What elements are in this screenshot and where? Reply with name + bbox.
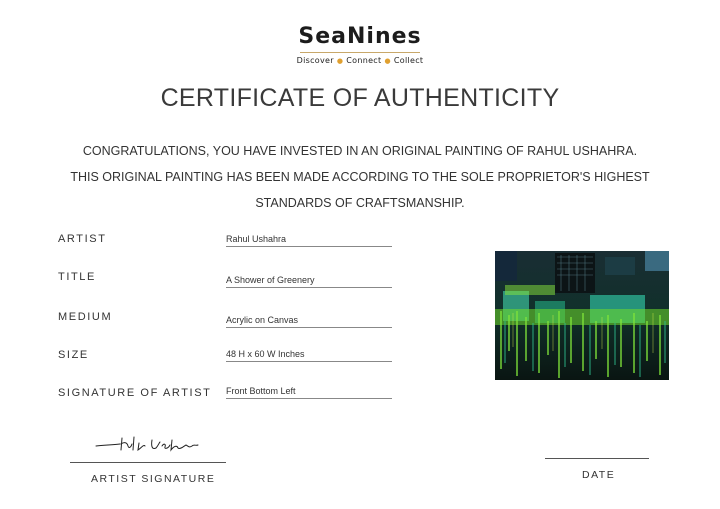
logo-underline (300, 52, 420, 53)
message-line-1: CONGRATULATIONS, YOU HAVE INVESTED IN AN ORIGINAL PAINTING OF RAHUL USHAHRA. (82, 144, 638, 158)
message-line-2: THIS ORIGINAL PAINTING HAS BEEN MADE ACCORDING TO THE SOLE PROPRIETOR'S HIGHEST (70, 170, 650, 184)
handwritten-signature (94, 434, 204, 456)
field-label-artist: ARTIST (58, 233, 107, 245)
date-line (545, 458, 649, 459)
artist-signature-image (94, 434, 204, 456)
field-value-medium: Acrylic on Canvas (226, 315, 392, 328)
field-label-size: SIZE (58, 349, 89, 361)
brand-logo (0, 24, 720, 49)
logo-text: SeaNines (298, 24, 422, 49)
field-label-signature: SIGNATURE OF ARTIST (58, 387, 212, 399)
field-value-artist: Rahul Ushahra (226, 234, 392, 247)
artist-signature-line (70, 462, 226, 463)
painting-artwork (495, 251, 669, 380)
tagline-dot-icon: ● (336, 57, 344, 65)
tagline-dot-icon: ● (384, 57, 391, 65)
date-label: DATE (582, 469, 616, 481)
message-line-3: STANDARDS OF CRAFTSMANSHIP. (255, 196, 465, 210)
field-value-title: A Shower of Greenery (226, 275, 392, 288)
artist-signature-label: ARTIST SIGNATURE (91, 473, 216, 485)
tagline-item: Collect (393, 56, 424, 65)
tagline-item: Connect (346, 56, 382, 65)
brand-tagline (0, 56, 720, 65)
painting-image (495, 251, 669, 380)
field-value-signature: Front Bottom Left (226, 386, 392, 399)
tagline-item: Discover (296, 56, 334, 65)
field-label-medium: MEDIUM (58, 311, 113, 323)
certificate-title: CERTIFICATE OF AUTHENTICITY (160, 84, 560, 112)
field-value-size: 48 H x 60 W Inches (226, 349, 392, 362)
field-label-title: TITLE (58, 271, 96, 283)
